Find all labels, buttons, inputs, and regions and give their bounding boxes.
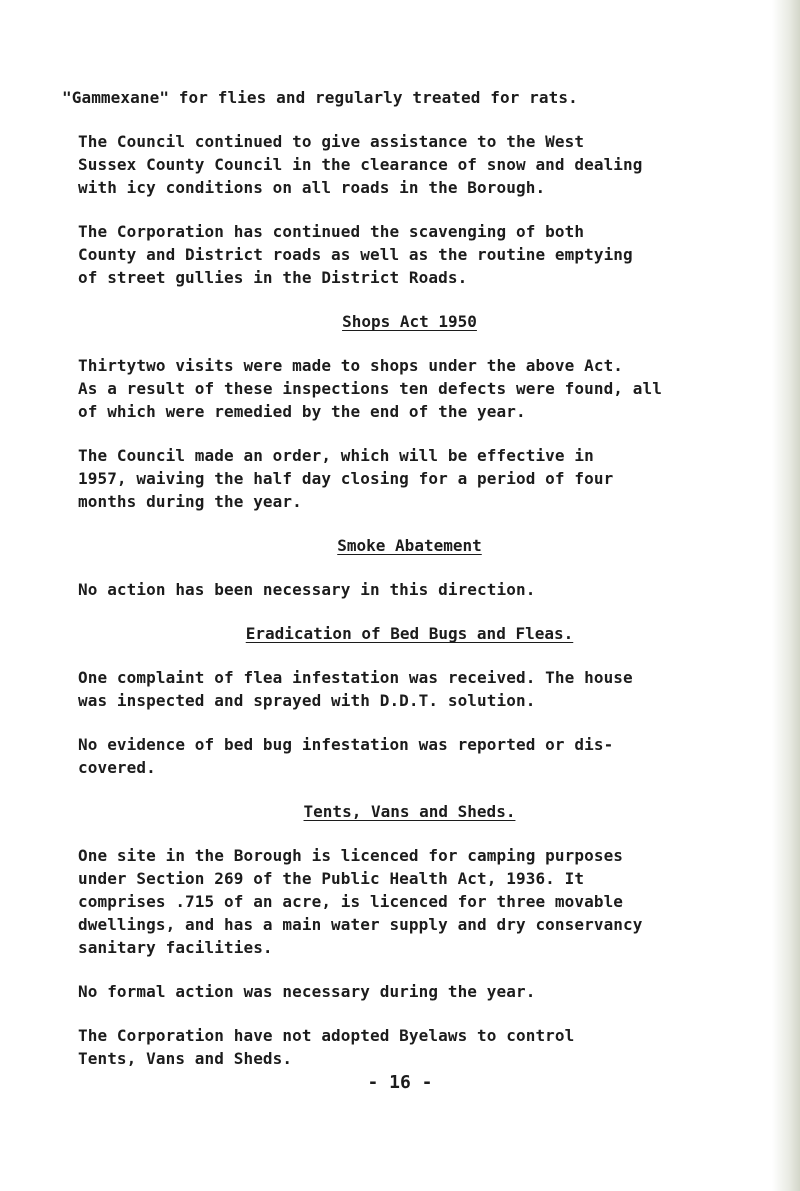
heading-bed-bugs-fleas: Eradication of Bed Bugs and Fleas.: [245, 624, 574, 643]
heading-shops-act: Shops Act 1950: [342, 312, 477, 331]
paragraph-formal-action: No formal action was necessary during the year.: [78, 982, 536, 1001]
document-body: [62, 86, 797, 1070]
heading-smoke-abatement: Smoke Abatement: [337, 536, 482, 555]
paragraph-camping-site: One site in the Borough is licenced for camping purposes under Section 269 of the Public Health Act, 1936. It comprises .715 of an acre, is licenced for three movable dwellings, and has a main water supply and dry conservancy sanitary facilities.: [78, 846, 643, 957]
paragraph-snow-clearance: The Council continued to give assistance to the West Sussex County Council in the clearance of snow and dealing with icy conditions on all roads in the Borough.: [78, 132, 643, 197]
paragraph-byelaws: The Corporation have not adopted Byelaws to control Tents, Vans and Sheds.: [78, 1026, 575, 1068]
paragraph-shop-visits: Thirtytwo visits were made to shops under the above Act. As a result of these inspections ten defects were found, all of which were remedied by the end of the year.: [78, 356, 662, 421]
paragraph-half-day-closing: The Council made an order, which will be effective in 1957, waiving the half day closing for a period of four months during the year.: [78, 446, 614, 511]
page-number: - 16 -: [367, 1072, 433, 1093]
paragraph-smoke-action: No action has been necessary in this direction.: [78, 580, 536, 599]
heading-tents-vans-sheds: Tents, Vans and Sheds.: [303, 802, 516, 821]
paragraph-flea-complaint: One complaint of flea infestation was received. The house was inspected and sprayed with D.D.T. solution.: [78, 668, 633, 710]
paragraph-gammexane: "Gammexane" for flies and regularly treated for rats.: [62, 88, 578, 107]
paragraph-bed-bug-evidence: No evidence of bed bug infestation was reported or dis- covered.: [78, 735, 614, 777]
paragraph-scavenging: The Corporation has continued the scavenging of both County and District roads as well as the routine emptying of street gullies in the District Roads.: [78, 222, 633, 287]
